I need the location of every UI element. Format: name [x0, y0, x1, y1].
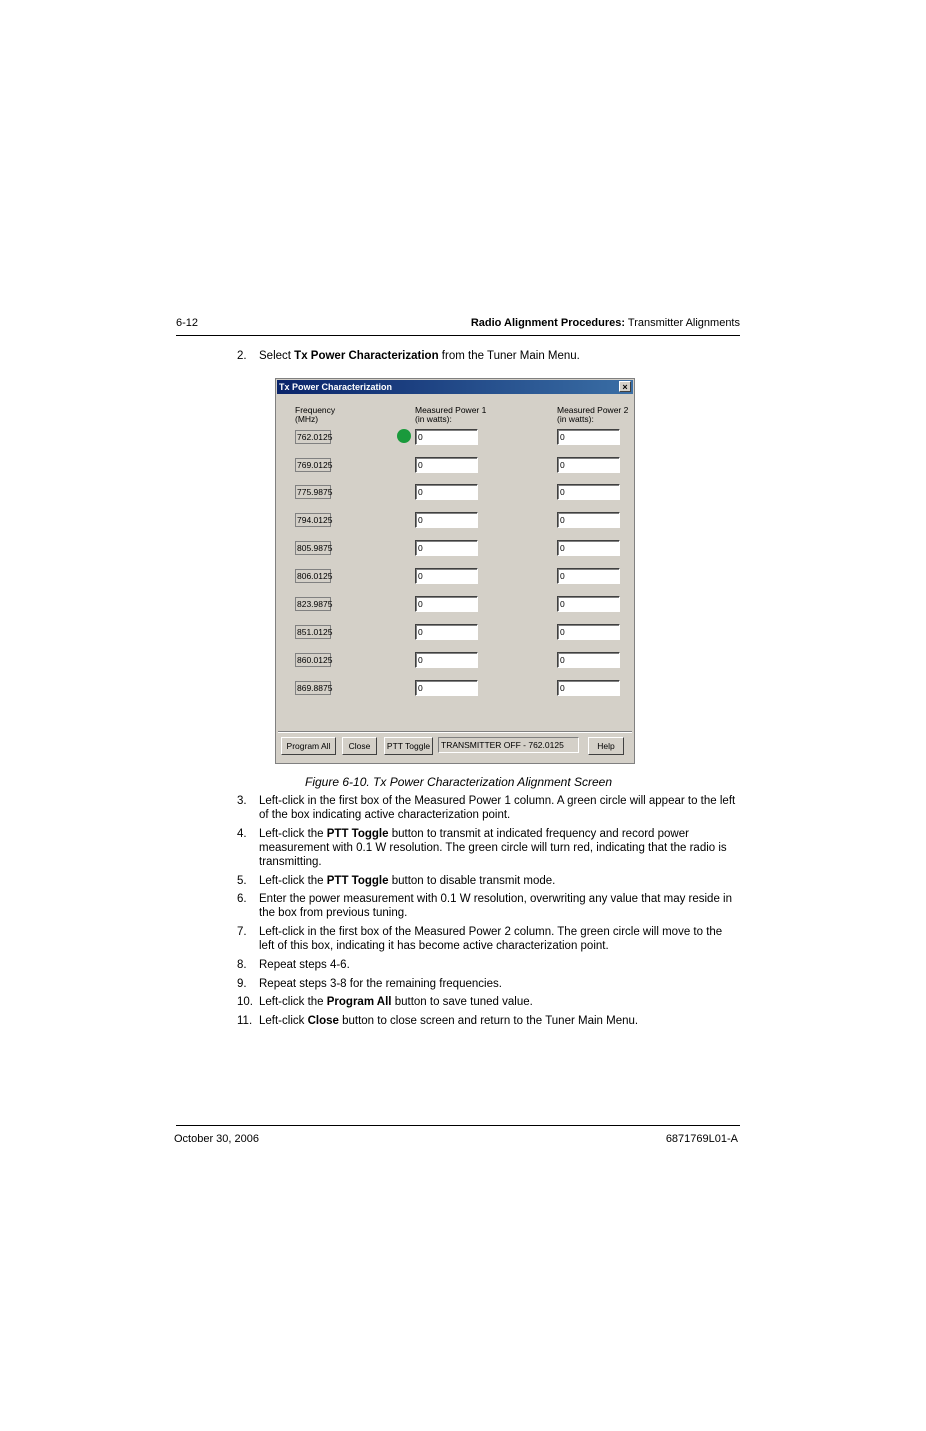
frequency-header-line2: (MHz) [295, 414, 319, 424]
measured-power-1-input[interactable]: 0 [415, 457, 478, 473]
frequency-value: 775.9875 [297, 487, 333, 497]
measured-power-1-input[interactable]: 0 [415, 568, 478, 584]
measured-power-1-input[interactable]: 0 [415, 429, 478, 445]
step-text: button to transmit at indicated frequency and record power measurement with 0.1 W resolution. The green circle will turn red, indicating that the radio is transmitting. [259, 828, 727, 868]
measured-power-2-input[interactable]: 0 [557, 484, 620, 500]
power2-header-line2: (in watts): [557, 414, 594, 424]
step-text: Left-click [259, 1015, 308, 1027]
page-number: 6-12 [176, 317, 199, 329]
close-icon[interactable]: × [619, 381, 631, 392]
measured-power-2-header [557, 406, 628, 424]
frequency-header-line1: Frequency [295, 405, 336, 415]
step-number: 8. [237, 959, 247, 971]
step-text: Repeat steps 4-6. [259, 959, 350, 971]
measured-power-1-input[interactable]: 0 [415, 484, 478, 500]
measured-power-2-input[interactable]: 0 [557, 624, 620, 640]
button-separator [278, 731, 632, 733]
step-item [237, 925, 739, 953]
step-2 [237, 349, 739, 363]
step-text: Left-click the [259, 828, 327, 840]
step-bold: Close [307, 1015, 339, 1027]
step-text: button to close screen and return to the Tuner Main Menu. [338, 1015, 639, 1027]
step-number: 2. [237, 350, 247, 362]
frequency-value: 805.9875 [297, 543, 333, 553]
measured-power-1-input[interactable]: 0 [415, 596, 478, 612]
measured-power-2-input[interactable]: 0 [557, 540, 620, 556]
step-bold: PTT Toggle [326, 875, 389, 887]
step-text: Enter the power measurement with 0.1 W resolution, overwriting any value that may reside in the box from previous tuning. [259, 893, 732, 919]
step-item [237, 892, 739, 920]
step-number: 11. [237, 1015, 253, 1027]
step-number: 9. [237, 978, 247, 990]
transmitter-status: TRANSMITTER OFF - 762.0125 [438, 737, 579, 753]
frequency-value: 869.8875 [297, 683, 333, 693]
measured-power-1-input[interactable]: 0 [415, 512, 478, 528]
step-text: Left-click in the first box of the Measured Power 2 column. The green circle will move to the left of this box, indicating it has become active characterization point. [259, 926, 723, 952]
close-button[interactable]: Close [342, 737, 377, 755]
step-text: Left-click the [259, 996, 327, 1008]
help-button[interactable]: Help [588, 737, 624, 755]
step-item [237, 995, 739, 1009]
frequency-value: 769.0125 [297, 460, 333, 470]
step-item [237, 958, 739, 972]
step-text: from the Tuner Main Menu. [438, 350, 580, 362]
step-text: Repeat steps 3-8 for the remaining frequencies. [259, 978, 502, 990]
active-point-indicator [397, 429, 411, 443]
frequency-value: 860.0125 [297, 655, 333, 665]
step-item [237, 874, 739, 888]
step-bold: Tx Power Characterization [294, 350, 439, 362]
measured-power-2-input[interactable]: 0 [557, 457, 620, 473]
step-text: Left-click in the first box of the Measured Power 1 column. A green circle will appear to the left of the box indicating active characterization point. [259, 795, 736, 821]
measured-power-2-input[interactable]: 0 [557, 429, 620, 445]
program-all-button[interactable]: Program All [281, 737, 336, 755]
frequency-value: 762.0125 [297, 432, 333, 442]
step-item [237, 827, 739, 869]
ptt-toggle-button[interactable]: PTT Toggle [384, 737, 433, 755]
measured-power-1-input[interactable]: 0 [415, 680, 478, 696]
footer-date: October 30, 2006 [174, 1133, 260, 1145]
measured-power-2-input[interactable]: 0 [557, 596, 620, 612]
footer-rule [176, 1125, 740, 1126]
dialog-titlebar[interactable] [277, 380, 633, 394]
power2-header-line1: Measured Power 2 [557, 405, 629, 415]
step-number: 5. [237, 875, 247, 887]
running-header-section: Radio Alignment Procedures: [470, 317, 626, 329]
frequency-value: 794.0125 [297, 515, 333, 525]
measured-power-1-input[interactable]: 0 [415, 624, 478, 640]
frequency-value: 851.0125 [297, 627, 333, 637]
measured-power-2-input[interactable]: 0 [557, 568, 620, 584]
tx-power-dialog [275, 378, 635, 764]
dialog-title: Tx Power Characterization [279, 382, 393, 392]
frequency-value: 806.0125 [297, 571, 333, 581]
running-header [471, 317, 740, 329]
step-text: Select [259, 350, 295, 362]
power1-header-line2: (in watts): [415, 414, 452, 424]
measured-power-1-input[interactable]: 0 [415, 652, 478, 668]
step-text: button to save tuned value. [391, 996, 533, 1008]
frequency-column-header [295, 406, 335, 424]
frequency-value: 823.9875 [297, 599, 333, 609]
measured-power-2-input[interactable]: 0 [557, 680, 620, 696]
step-text: button to disable transmit mode. [388, 875, 556, 887]
measured-power-1-header [415, 406, 486, 424]
step-bold: PTT Toggle [326, 828, 389, 840]
power1-header-line1: Measured Power 1 [415, 405, 487, 415]
measured-power-1-input[interactable]: 0 [415, 540, 478, 556]
footer-doc-number: 6871769L01-A [665, 1133, 738, 1145]
step-number: 4. [237, 828, 247, 840]
measured-power-2-input[interactable]: 0 [557, 652, 620, 668]
measured-power-2-input[interactable]: 0 [557, 512, 620, 528]
step-number: 10. [237, 996, 253, 1008]
figure-caption: Figure 6-10. Tx Power Characterization Alignment Screen [305, 775, 613, 789]
running-header-subsection: Transmitter Alignments [625, 317, 740, 329]
step-number: 7. [237, 926, 247, 938]
header-rule [176, 335, 740, 336]
step-item [237, 977, 739, 991]
step-number: 3. [237, 795, 247, 807]
step-bold: Program All [326, 996, 392, 1008]
step-number: 6. [237, 893, 247, 905]
step-item [237, 1014, 739, 1028]
step-item [237, 794, 739, 822]
step-text: Left-click the [259, 875, 327, 887]
